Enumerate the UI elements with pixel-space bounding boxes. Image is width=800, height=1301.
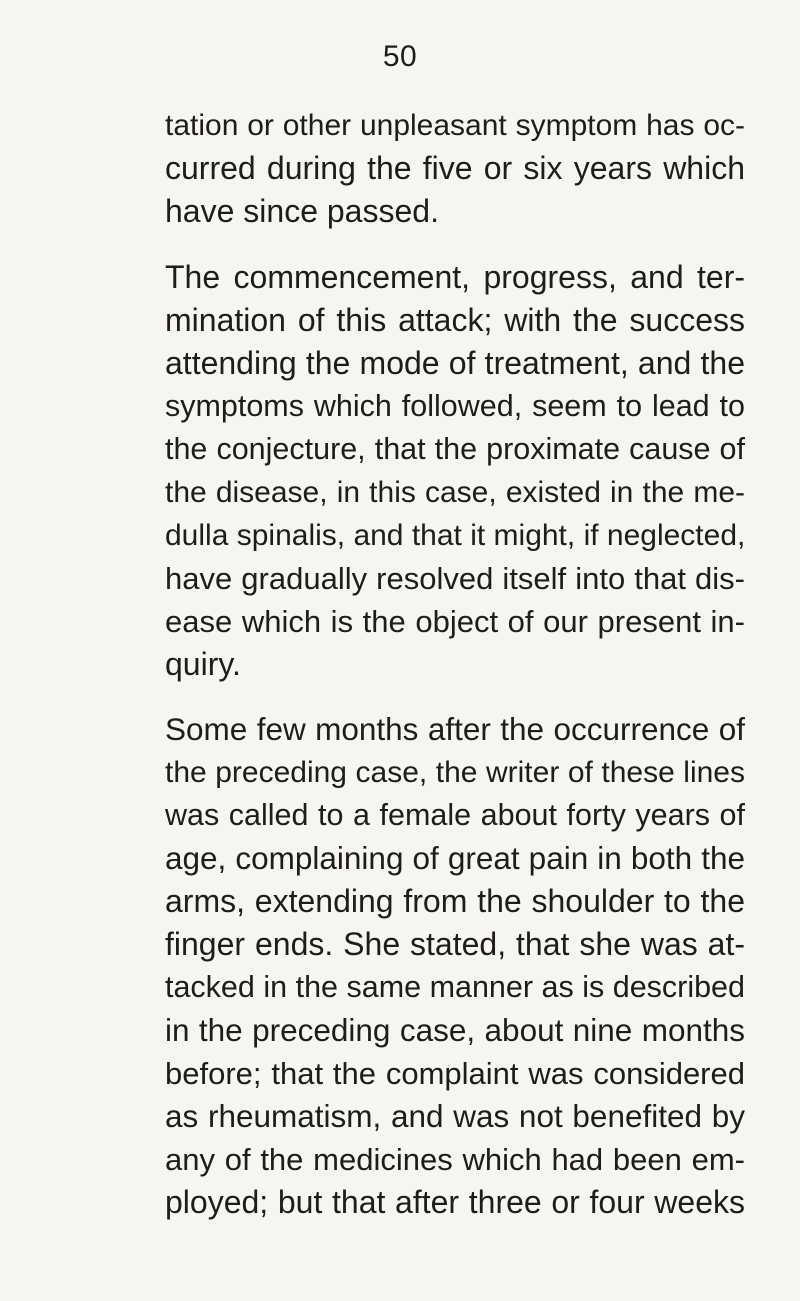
text-line: dulla spinalis, and that it might, if neglected, (165, 519, 746, 552)
text-line: quiry. (165, 646, 241, 682)
paragraph (165, 104, 745, 233)
text-line: ployed; but that after three or four weeks (165, 1184, 745, 1220)
text-line: any of the medicines which had been em- (165, 1142, 745, 1177)
paragraph (165, 256, 745, 686)
text-line: have since passed. (165, 193, 439, 229)
text-line: ease which is the object of our present in- (165, 604, 745, 639)
text-line: attending the mode of treatment, and the (165, 345, 745, 381)
text-line: finger ends. She stated, that she was at- (165, 926, 745, 962)
text-line: Some few months after the occurrence of (165, 711, 745, 747)
text-line: in the preceding case, about nine months (165, 1012, 745, 1048)
text-line: the disease, in this case, existed in the me- (165, 476, 745, 509)
text-line: The commencement, progress, and ter- (165, 259, 745, 295)
text-line: arms, extending from the shoulder to the (165, 883, 745, 919)
text-line: age, complaining of great pain in both the (165, 840, 745, 876)
text-line: tacked in the same manner as is described (165, 970, 745, 1004)
text-line: as rheumatism, and was not benefited by (165, 1098, 745, 1134)
text-line: before; that the complaint was considered (165, 1056, 745, 1091)
text-line: symptoms which followed, seem to lead to (165, 389, 745, 423)
text-line: have gradually resolved itself into that dis- (165, 561, 745, 596)
text-line: the preceding case, the writer of these lines (165, 756, 745, 789)
text-line: tation or other unpleasant symptom has oc- (165, 109, 745, 142)
page-number: 50 (382, 40, 418, 73)
text-line: was called to a female about forty years of (165, 798, 745, 832)
text-line: mination of this attack; with the success (165, 302, 745, 338)
text-line: curred during the five or six years which (165, 150, 745, 186)
text-line: the conjecture, that the proximate cause of (165, 432, 745, 466)
paragraph (165, 708, 745, 1224)
